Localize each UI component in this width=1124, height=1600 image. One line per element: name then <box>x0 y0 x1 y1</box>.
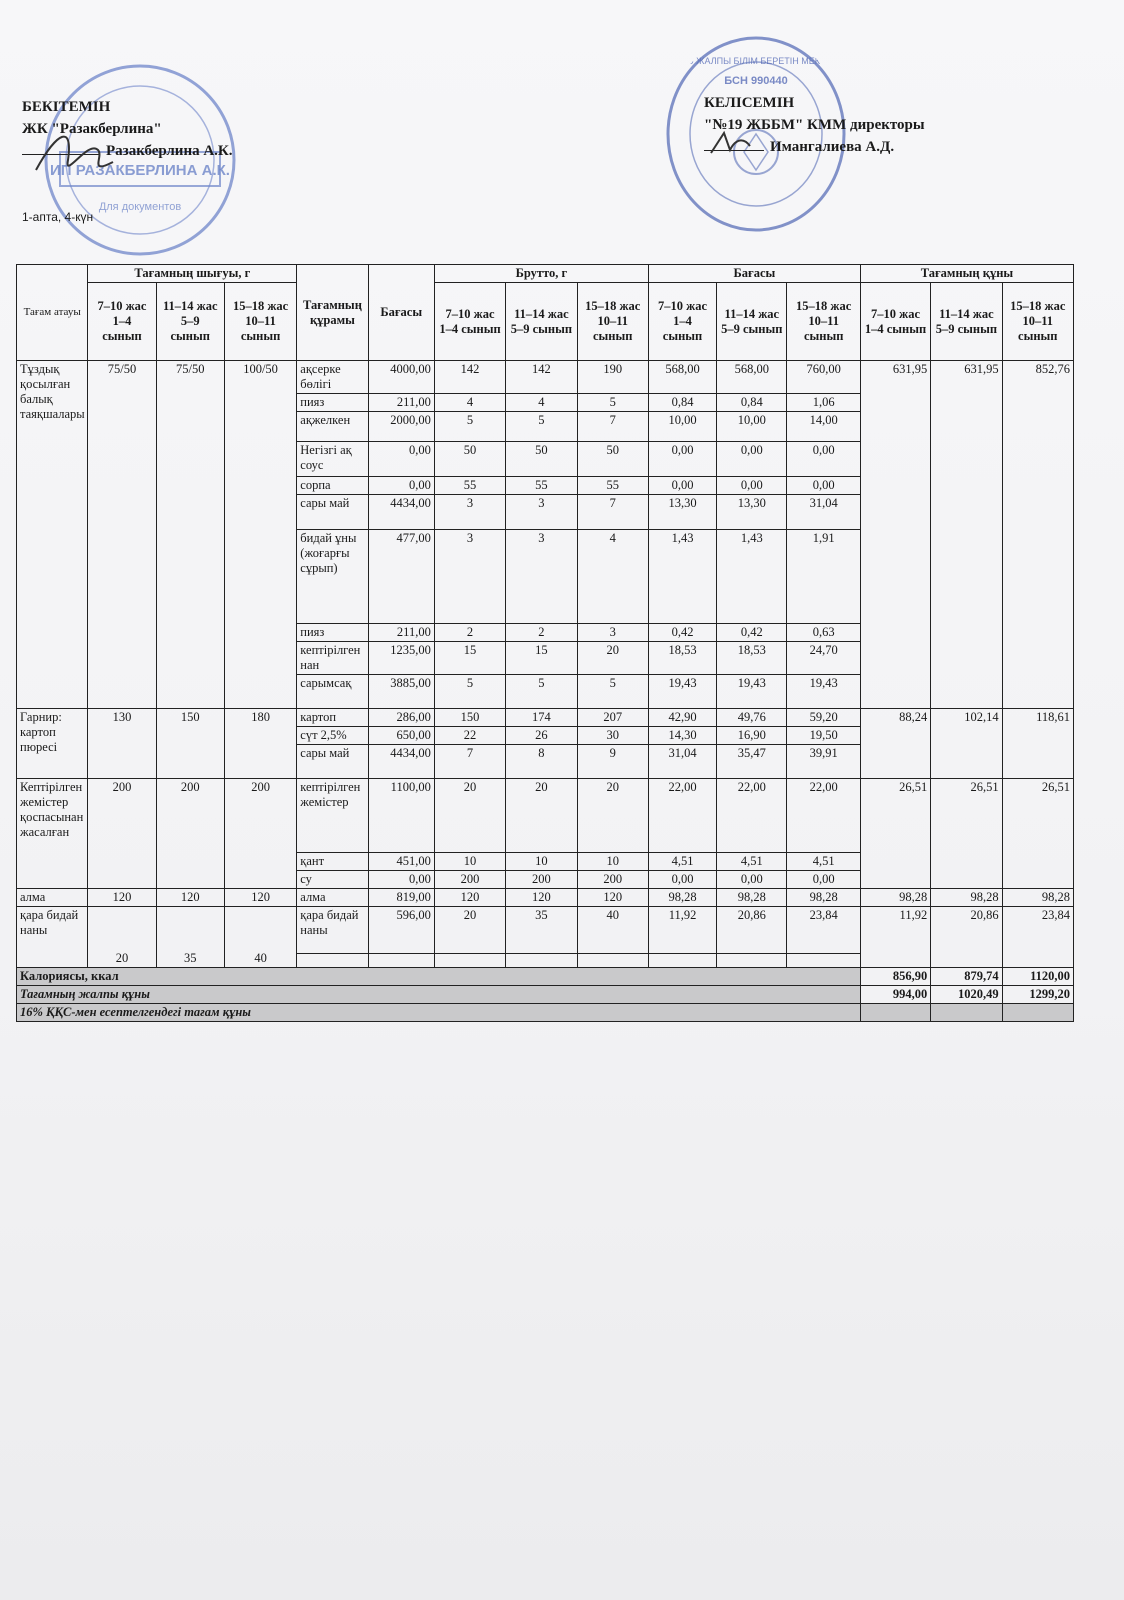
ingredient-price: 0,00 <box>368 871 434 889</box>
ingredient-cost: 19,50 <box>787 727 860 745</box>
ingredient-price: 819,00 <box>368 889 434 907</box>
empty-cell <box>787 954 860 968</box>
summary-value: 879,74 <box>931 968 1002 986</box>
brutto-weight: 7 <box>434 745 505 779</box>
brutto-weight: 120 <box>577 889 648 907</box>
menu-cost-table <box>16 264 1074 1022</box>
brutto-weight: 55 <box>506 477 577 495</box>
table-row <box>17 889 1074 907</box>
ingredient-cost: 14,00 <box>787 412 860 442</box>
header-composition: Тағамның құрамы <box>297 265 368 361</box>
ingredient-cost: 59,20 <box>787 709 860 727</box>
total-cost-label: Тағамның жалпы құны <box>17 986 861 1004</box>
brutto-weight: 3 <box>506 495 577 530</box>
ingredient-cost: 0,00 <box>648 442 716 477</box>
ingredient-cost: 568,00 <box>717 361 787 394</box>
ingredient-cost: 22,00 <box>787 779 860 853</box>
ingredient-cost: 13,30 <box>648 495 716 530</box>
dish-output: 40 <box>224 907 296 968</box>
week-day-label: 1-апта, 4-күн <box>22 210 94 224</box>
ingredient-cost: 0,00 <box>787 871 860 889</box>
ingredient-price: 286,00 <box>368 709 434 727</box>
ingredient-cost: 0,00 <box>648 871 716 889</box>
brutto-weight: 5 <box>506 675 577 709</box>
brutto-weight: 150 <box>434 709 505 727</box>
ingredient-name: су <box>297 871 368 889</box>
ingredient-name: сарымсақ <box>297 675 368 709</box>
dish-value: 102,14 <box>931 709 1002 779</box>
ingredient-price: 0,00 <box>368 442 434 477</box>
empty-cell <box>297 954 368 968</box>
header-age-group: 7–10 жас 1–4 сынып <box>860 283 930 361</box>
brutto-weight: 50 <box>506 442 577 477</box>
ingredient-price: 4434,00 <box>368 495 434 530</box>
ingredient-name: кептірілген жемістер <box>297 779 368 853</box>
ingredient-cost: 0,00 <box>717 871 787 889</box>
table-row <box>17 361 1074 394</box>
dish-value: 98,28 <box>931 889 1002 907</box>
summary-value <box>860 1004 930 1022</box>
dish-value: 26,51 <box>1002 779 1073 889</box>
brutto-weight: 4 <box>506 394 577 412</box>
brutto-weight: 5 <box>506 412 577 442</box>
ingredient-cost: 98,28 <box>787 889 860 907</box>
vat-cost-label: 16% ҚҚС-мен есептелгендегі тағам құны <box>17 1004 861 1022</box>
ingredient-name: пияз <box>297 624 368 642</box>
empty-cell <box>368 954 434 968</box>
summary-value: 1120,00 <box>1002 968 1073 986</box>
brutto-weight: 22 <box>434 727 505 745</box>
dish-output: 20 <box>88 907 156 968</box>
ingredient-cost: 16,90 <box>717 727 787 745</box>
ingredient-cost: 1,06 <box>787 394 860 412</box>
brutto-weight: 190 <box>577 361 648 394</box>
brutto-weight: 10 <box>577 853 648 871</box>
brutto-weight: 20 <box>577 642 648 675</box>
ingredient-cost: 0,00 <box>787 442 860 477</box>
brutto-weight: 20 <box>506 779 577 853</box>
ingredient-cost: 35,47 <box>717 745 787 779</box>
brutto-weight: 200 <box>577 871 648 889</box>
approve-title-right: КЕЛІСЕМІН <box>704 95 795 111</box>
header-brutto: Брутто, г <box>434 265 648 283</box>
stamp-left-text: ИП РАЗАКБЕРЛИНА А.К. <box>50 162 230 179</box>
brutto-weight: 5 <box>577 675 648 709</box>
brutto-weight: 50 <box>577 442 648 477</box>
header-age-group: 11–14 жас 5–9 сынып <box>156 283 224 361</box>
ingredient-cost: 18,53 <box>717 642 787 675</box>
ingredient-cost: 31,04 <box>787 495 860 530</box>
ingredient-price: 4000,00 <box>368 361 434 394</box>
calories-row <box>17 968 1074 986</box>
ingredient-name: картоп <box>297 709 368 727</box>
dish-output: 120 <box>156 889 224 907</box>
ingredient-name: сары май <box>297 495 368 530</box>
ingredient-cost: 20,86 <box>717 907 787 954</box>
table-row <box>17 907 1074 954</box>
ingredient-price: 451,00 <box>368 853 434 871</box>
brutto-weight: 5 <box>434 412 505 442</box>
brutto-weight: 4 <box>577 530 648 624</box>
ingredient-price: 0,00 <box>368 477 434 495</box>
header-dish-name: Тағам атауы <box>17 265 88 361</box>
brutto-weight: 55 <box>577 477 648 495</box>
ingredient-name: сүт 2,5% <box>297 727 368 745</box>
ingredient-cost: 0,63 <box>787 624 860 642</box>
ingredient-cost: 11,92 <box>648 907 716 954</box>
ingredient-cost: 1,43 <box>648 530 716 624</box>
dish-name: Гарнир: картоп пюресі <box>17 709 88 779</box>
brutto-weight: 10 <box>506 853 577 871</box>
dish-output: 100/50 <box>224 361 296 709</box>
brutto-weight: 20 <box>434 779 505 853</box>
dish-value: 98,28 <box>1002 889 1073 907</box>
brutto-weight: 3 <box>577 624 648 642</box>
ingredient-name: қант <box>297 853 368 871</box>
brutto-weight: 3 <box>506 530 577 624</box>
brutto-weight: 207 <box>577 709 648 727</box>
ingredient-name: сары май <box>297 745 368 779</box>
summary-value <box>1002 1004 1073 1022</box>
ingredient-cost: 4,51 <box>648 853 716 871</box>
ingredient-cost: 568,00 <box>648 361 716 394</box>
dish-value: 23,84 <box>1002 907 1073 968</box>
brutto-weight: 200 <box>506 871 577 889</box>
ingredient-price: 2000,00 <box>368 412 434 442</box>
header-age-group: 7–10 жас 1–4 сынып <box>648 283 716 361</box>
summary-value: 1299,20 <box>1002 986 1073 1004</box>
dish-value: 852,76 <box>1002 361 1073 709</box>
summary-value: 994,00 <box>860 986 930 1004</box>
dish-output: 150 <box>156 709 224 779</box>
dish-value: 98,28 <box>860 889 930 907</box>
header-age-group: 7–10 жас 1–4 сынып <box>88 283 156 361</box>
ingredient-cost: 22,00 <box>717 779 787 853</box>
ingredient-name: Негізгі ақ соус <box>297 442 368 477</box>
ingredient-name: пияз <box>297 394 368 412</box>
brutto-weight: 8 <box>506 745 577 779</box>
table-row <box>17 709 1074 727</box>
approve-org-left: ЖК "Разакберлина" <box>22 121 162 137</box>
brutto-weight: 7 <box>577 412 648 442</box>
empty-cell <box>648 954 716 968</box>
ingredient-name: қара бидай наны <box>297 907 368 954</box>
empty-cell <box>577 954 648 968</box>
calories-label: Калориясы, ккал <box>17 968 861 986</box>
total-cost-row <box>17 986 1074 1004</box>
ingredient-name: бидай ұны (жоғарғы сұрып) <box>297 530 368 624</box>
header-age-group: 7–10 жас 1–4 сынып <box>434 283 505 361</box>
summary-value: 856,90 <box>860 968 930 986</box>
brutto-weight: 20 <box>577 779 648 853</box>
ingredient-cost: 13,30 <box>717 495 787 530</box>
ingredient-cost: 42,90 <box>648 709 716 727</box>
ingredient-cost: 18,53 <box>648 642 716 675</box>
brutto-weight: 7 <box>577 495 648 530</box>
ingredient-cost: 760,00 <box>787 361 860 394</box>
dish-name: Тұздық қосылған балық таяқшалары <box>17 361 88 709</box>
header-age-group: 15–18 жас 10–11 сынып <box>1002 283 1073 361</box>
dish-output: 130 <box>88 709 156 779</box>
brutto-weight: 15 <box>434 642 505 675</box>
brutto-weight: 50 <box>434 442 505 477</box>
dish-value: 631,95 <box>860 361 930 709</box>
brutto-weight: 3 <box>434 530 505 624</box>
ingredient-cost: 19,43 <box>717 675 787 709</box>
brutto-weight: 10 <box>434 853 505 871</box>
ingredient-cost: 4,51 <box>787 853 860 871</box>
ingredient-price: 596,00 <box>368 907 434 954</box>
ingredient-cost: 24,70 <box>787 642 860 675</box>
ingredient-cost: 10,00 <box>717 412 787 442</box>
summary-value: 1020,49 <box>931 986 1002 1004</box>
brutto-weight: 9 <box>577 745 648 779</box>
ingredient-cost: 19,43 <box>787 675 860 709</box>
ingredient-cost: 39,91 <box>787 745 860 779</box>
dish-value: 118,61 <box>1002 709 1073 779</box>
brutto-weight: 142 <box>434 361 505 394</box>
brutto-weight: 20 <box>434 907 505 954</box>
ingredient-cost: 0,84 <box>648 394 716 412</box>
empty-cell <box>717 954 787 968</box>
brutto-weight: 5 <box>434 675 505 709</box>
ingredient-cost: 0,00 <box>717 442 787 477</box>
approve-name-right: Имангалиева А.Д. <box>770 139 895 155</box>
brutto-weight: 35 <box>506 907 577 954</box>
brutto-weight: 142 <box>506 361 577 394</box>
vat-cost-row <box>17 1004 1074 1022</box>
dish-value: 11,92 <box>860 907 930 968</box>
dish-name: Кептірілген жемістер қоспасынан жасалған <box>17 779 88 889</box>
header-age-group: 15–18 жас 10–11 сынып <box>577 283 648 361</box>
dish-output: 75/50 <box>88 361 156 709</box>
brutto-weight: 15 <box>506 642 577 675</box>
brutto-weight: 120 <box>434 889 505 907</box>
brutto-weight: 4 <box>434 394 505 412</box>
dish-value: 631,95 <box>931 361 1002 709</box>
dish-name: алма <box>17 889 88 907</box>
ingredient-price: 477,00 <box>368 530 434 624</box>
dish-output: 120 <box>88 889 156 907</box>
ingredient-cost: 22,00 <box>648 779 716 853</box>
stamp-right-text: №19 ЖАЛПЫ БІЛІМ БЕРЕТІН МЕКТЕП <box>674 56 838 66</box>
brutto-weight: 2 <box>434 624 505 642</box>
ingredient-cost: 0,84 <box>717 394 787 412</box>
ingredient-cost: 0,00 <box>648 477 716 495</box>
stamp-right-sub: БСН 990440 <box>724 75 788 87</box>
brutto-weight: 26 <box>506 727 577 745</box>
dish-name: қара бидай наны <box>17 907 88 968</box>
summary-value <box>931 1004 1002 1022</box>
dish-value: 26,51 <box>931 779 1002 889</box>
header-age-group: 15–18 жас 10–11 сынып <box>224 283 296 361</box>
ingredient-cost: 1,43 <box>717 530 787 624</box>
brutto-weight: 5 <box>577 394 648 412</box>
ingredient-cost: 0,42 <box>648 624 716 642</box>
empty-cell <box>506 954 577 968</box>
brutto-weight: 40 <box>577 907 648 954</box>
ingredient-cost: 4,51 <box>717 853 787 871</box>
dish-output: 200 <box>224 779 296 889</box>
header-price: Бағасы <box>368 265 434 361</box>
ingredient-cost: 98,28 <box>648 889 716 907</box>
signature-right-icon <box>706 128 756 158</box>
ingredient-cost: 49,76 <box>717 709 787 727</box>
menu-table-body <box>17 361 1074 1022</box>
ingredient-price: 1100,00 <box>368 779 434 853</box>
header-age-group: 15–18 жас 10–11 сынып <box>787 283 860 361</box>
dish-value: 26,51 <box>860 779 930 889</box>
ingredient-cost: 10,00 <box>648 412 716 442</box>
ingredient-cost: 31,04 <box>648 745 716 779</box>
dish-output: 35 <box>156 907 224 968</box>
brutto-weight: 120 <box>506 889 577 907</box>
ingredient-cost: 19,43 <box>648 675 716 709</box>
dish-output: 120 <box>224 889 296 907</box>
approve-title-left: БЕКІТЕМІН <box>22 99 111 115</box>
brutto-weight: 55 <box>434 477 505 495</box>
dish-value: 88,24 <box>860 709 930 779</box>
ingredient-price: 211,00 <box>368 394 434 412</box>
approve-name-left: Разакберлина А.К. <box>106 143 233 159</box>
brutto-weight: 174 <box>506 709 577 727</box>
ingredient-cost: 98,28 <box>717 889 787 907</box>
header-output: Тағамның шығуы, г <box>88 265 297 283</box>
ingredient-price: 3885,00 <box>368 675 434 709</box>
brutto-weight: 30 <box>577 727 648 745</box>
dish-output: 200 <box>156 779 224 889</box>
table-row <box>17 779 1074 853</box>
brutto-weight: 2 <box>506 624 577 642</box>
ingredient-cost: 1,91 <box>787 530 860 624</box>
header-dish-value: Тағамның құны <box>860 265 1073 283</box>
ingredient-cost: 14,30 <box>648 727 716 745</box>
header-age-group: 11–14 жас 5–9 сынып <box>506 283 577 361</box>
ingredient-cost: 0,42 <box>717 624 787 642</box>
ingredient-name: ақжелкен <box>297 412 368 442</box>
brutto-weight: 3 <box>434 495 505 530</box>
signature-left-icon <box>28 120 118 190</box>
header-cost: Бағасы <box>648 265 860 283</box>
ingredient-price: 211,00 <box>368 624 434 642</box>
ingredient-name: алма <box>297 889 368 907</box>
ingredient-name: ақсерке бөлігі <box>297 361 368 394</box>
ingredient-name: кептірілген нан <box>297 642 368 675</box>
ingredient-cost: 23,84 <box>787 907 860 954</box>
dish-output: 200 <box>88 779 156 889</box>
ingredient-price: 1235,00 <box>368 642 434 675</box>
stamp-left-sub: Для документов <box>98 201 182 213</box>
ingredient-cost: 0,00 <box>787 477 860 495</box>
dish-output: 75/50 <box>156 361 224 709</box>
brutto-weight: 200 <box>434 871 505 889</box>
approve-org-right: "№19 ЖББМ" КММ директоры <box>704 117 925 133</box>
ingredient-price: 4434,00 <box>368 745 434 779</box>
dish-output: 180 <box>224 709 296 779</box>
empty-cell <box>434 954 505 968</box>
ingredient-cost: 0,00 <box>717 477 787 495</box>
ingredient-name: сорпа <box>297 477 368 495</box>
ingredient-price: 650,00 <box>368 727 434 745</box>
header-age-group: 11–14 жас 5–9 сынып <box>717 283 787 361</box>
dish-value: 20,86 <box>931 907 1002 968</box>
header-age-group: 11–14 жас 5–9 сынып <box>931 283 1002 361</box>
